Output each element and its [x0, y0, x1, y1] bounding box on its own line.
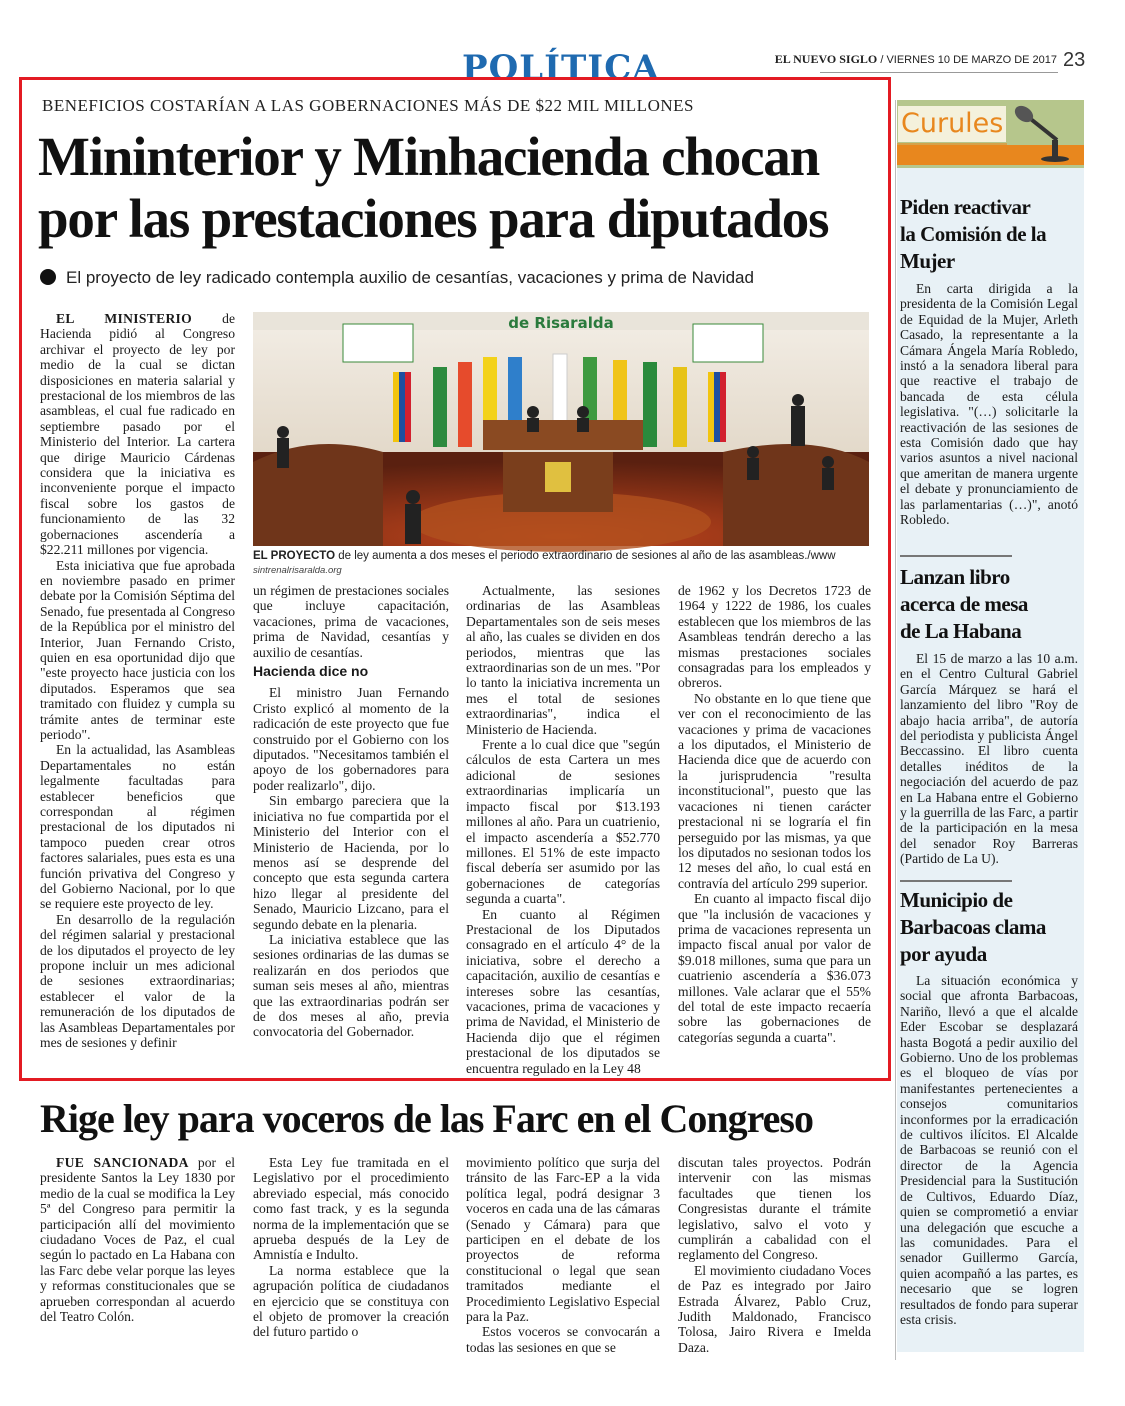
article-column-3 — [466, 583, 660, 1076]
second-column-3 — [466, 1155, 660, 1355]
page-number: 23 — [1063, 49, 1086, 71]
paragraph: un régimen de prestaciones sociales que incluye capacitación, vacaciones, prima de vacaciones, prima de Navidad, cesantías y auxilio de cesantías. — [253, 583, 449, 660]
second-column-4 — [678, 1155, 871, 1355]
paragraph: No obstante en lo que tiene que ver con el reconocimiento de las vacaciones y prima de vacaciones a los diputados, el Ministerio de Hacienda dice que de acuerdo con la jurisprudencia "resulta inconstitucional", puesto que las vacaciones ni tienen carácter prestacional ni se lograría el fin perseguido por las mismas, ya que los diputados no sesionan todos los 12 meses del año, lo cual está en contravía del artículo 299 superior. — [678, 690, 871, 891]
issue-date: / VIERNES 10 DE MARZO DE 2017 — [880, 54, 1057, 66]
paragraph: Frente a lo cual dice que "según cálculos de esta Cartera un mes adicional de sesiones extraordinarias implicaría un impacto fiscal por $13.193 millones al año. Para un cuatrienio, el impacto ascendería a $52.770 millones. El 51% de este impacto fiscal debería ser asumido por las gobernaciones de categorías segunda a cuarta". — [466, 737, 660, 907]
masthead — [775, 52, 1057, 67]
article-subheadline — [40, 268, 754, 288]
photo-caption — [253, 549, 869, 578]
subheadline-text: El proyecto de ley radicado contempla auxilio de cesantías, vacaciones y prima de Navidad — [66, 268, 754, 287]
article-column-4 — [678, 583, 871, 1063]
paragraph — [40, 1155, 235, 1324]
curules-title: Curules — [898, 106, 1006, 142]
newspaper-name: EL NUEVO SIGLO — [774, 52, 878, 66]
paragraph — [40, 311, 235, 558]
paragraph: Actualmente, las sesiones ordinarias de las Asambleas Departamentales son de seis meses al año, las cuales se dividen en dos periodos, mientras que las extraordinarias son de un mes. "Por lo tanto la iniciativa incrementa un mes el total de sesiones extraordinarias", indica el Ministerio de Hacienda. — [466, 583, 660, 737]
article-subhead: Hacienda dice no — [253, 663, 369, 680]
paragraph: discutan tales proyectos. Podrán intervenir con las mismas facultades que tienen los Congresistas durante el trámite legislativo, salvo el voto y cumplirán a cabalidad con el reglamento del Congreso. — [678, 1155, 871, 1263]
sidebar-item-2-body — [900, 651, 1078, 867]
paragraph: El ministro Juan Fernando Cristo explicó al momento de la radicación de este proyecto que fue construido por el Gobierno con los diputados. "Necesitamos también el apoyo de los gobernadores para poder realizarlo", dijo. — [253, 685, 449, 793]
paragraph: En carta dirigida a la presidenta de la Comisión Legal de Equidad de la Mujer, Arleth Casado, la representante a la Cámara Ángela María Robledo, instó a la senadora liberal para que reactive el trabajo de bancada de esta célula legislativa. "(…) solicitarle la reactivación de las sesiones de esta Comisión dado que hay varios asuntos a nivel nacional que ameritan de manera urgente el debate y pronunciamiento de las parlamentarias (…)", anotó Robledo. — [900, 281, 1078, 528]
sidebar-item-1-title: Piden reactivar la Comisión de la Mujer — [900, 195, 1047, 273]
paragraph-text: de Hacienda pidió al Congreso archivar el proyecto de ley por medio de la cual se dictan disposiciones en materia salarial y prestacional de los miembros de las asambleas, el cual fue radicado en septiembre pasado por el Ministerio del Interior. La cartera que dirige Mauricio Cárdenas considera que la iniciativa es inconveniente porque el impacto fiscal sobre los gastos de funcionamiento de las 32 gobernaciones ascendería a $22.211 millones por vigencia. — [40, 311, 235, 558]
banner-text: de Risaralda — [508, 314, 614, 332]
paragraph: Sin embargo pareciera que la iniciativa no fue compartida por el Ministerio del Interior con el Ministerio de Hacienda, por lo menos así se desprende del concepto que esta segunda cartera hizo llegar al presidente del Senado, Mauricio Lizcano, para el segundo debate en la plenaria. — [253, 793, 449, 932]
paragraph: En cuanto al impacto fiscal dijo que "la inclusión de vacaciones y prima de vacaciones representa un impacto fiscal anual por valor de $9.018 millones, suma que para un cuatrienio ascendería a $36.073 millones. Vale aclarar que el 55% del total de este impacto recaería sobre las gobernaciones de categorías segunda a cuarta". — [678, 891, 871, 1045]
paragraph: Estos voceros se convocarán a todas las sesiones en que se — [466, 1324, 660, 1355]
sidebar-rule — [900, 555, 1012, 557]
paragraph: Esta iniciativa que fue aprobada en noviembre pasado en primer debate por la Comisión Séptima del Senado, fue presentada al Congreso de la República por el ministro del Interior, Juan Fernando Cristo, quien en esa oportunidad dijo que "este proyecto hace justicia con los diputados. Esperamos que sea tramitado con fluidez y cumpla su trámite antes de terminar este periodo". — [40, 557, 235, 742]
paragraph: Esta Ley fue tramitada en el Legislativo por el procedimiento abreviado especial, más conocido como fast track, y es la segunda norma de la implementación que se aprueba después de la Ley de Amnistía e Indulto. — [253, 1155, 449, 1263]
paragraph: En la actualidad, las Asambleas Departamentales no están legalmente facultadas para establecer beneficios que correspondan al régimen prestacional de los diputados ni tampoco pueden crear otros factores salariales, pues esta es una función privativa del Congreso y del Gobierno Nacional, por lo que se requiere este proyecto de ley. — [40, 742, 235, 912]
microphone-icon — [1012, 102, 1082, 162]
paragraph: La situación económica y social que afronta Barbacoas, Nariño, llevó a que el alcalde Eder Escobar se desplazará hasta Bogotá a pedir auxilio del Gobierno. Uno de los problemas es el bloqueo de vías por manifestantes pertenecientes a consejos comunitarios inconformes por la erradicación de cultivos ilícitos. El Alcalde de Barbacoas se reunió con el director de la Agencia Presidencial para la Sustitución de Cultivos, Eduardo Díaz, quien se comprometió a enviar una delegación que escuche a las comunidades. Para el senador Guillermo García, quien acompañó a las partes, es necesario que se logren resultados de fondo para superar esta crisis. — [900, 973, 1078, 1327]
section-title: POLÍTICA — [462, 48, 660, 88]
paragraph: En cuanto al Régimen Prestacional de los Diputados consagrado en el artículo 4° de la iniciativa, sobre el derecho a capacitación, auxilio de cesantías e intereses sobre las cesantías, vacaciones, prima de vacaciones y prima de Navidad, el Ministerio de Hacienda dijo que el régimen prestacional de los diputados se encuentra regulado en la Ley 48 — [466, 906, 660, 1076]
header-rule — [820, 72, 1058, 73]
second-article-headline: Rige ley para voceros de las Farc en el Congreso — [40, 1096, 813, 1141]
lead-in: EL MINISTERIO — [56, 311, 193, 326]
article-kicker: BENEFICIOS COSTARÍAN A LAS GOBERNACIONES MÁS DE $22 MIL MILLONES — [42, 96, 694, 115]
article-photo — [253, 312, 869, 546]
assembly-hall-illustration — [253, 312, 869, 546]
sidebar-item-3-body — [900, 973, 1078, 1327]
caption-text: de ley aumenta a dos meses el periodo extraordinario de sesiones al año de las asambleas./www — [335, 550, 836, 562]
sidebar-item-1-body — [900, 281, 1078, 528]
sidebar-divider — [895, 100, 896, 1360]
caption-source: sintrenalrisaralda.org — [253, 565, 342, 576]
paragraph: El movimiento ciudadano Voces de Paz es integrado por Jairo Estrada Álvarez, Pablo Cruz, Judith Maldonado, Francisco Tolosa, Jairo Rivera e Imelda Daza. — [678, 1262, 871, 1355]
paragraph-text: por el presidente Santos la Ley 1830 por medio de la cual se modifica la Ley 5ª del Congreso para permitir la participación allí del movimiento ciudadano Voces de Paz, el cual según lo pactado en La Habana con las Farc debe velar porque las leyes y reformas constitucionales que se aprueben correspondan al acuerdo del Teatro Colón. — [40, 1155, 235, 1325]
bullet-icon — [40, 269, 56, 285]
caption-lead: EL PROYECTO — [253, 550, 336, 562]
paragraph: La iniciativa establece que las sesiones ordinarias de las dumas se realizarán en dos periodos que suman seis meses al año, mientras que las extraordinarias podrán ser de dos meses al año, previa convocatoria del Gobernador. — [253, 931, 449, 1040]
paragraph: movimiento político que surja del tránsito de las Farc-EP a la vida política legal, podrá designar 3 voceros en cada una de las cámaras (Senado y Cámara) para que participen en el debate de los proyectos de reforma constitucional o legal que sean tramitados mediante el Procedimiento Legislativo Especial para la Paz. — [466, 1155, 660, 1325]
second-column-2 — [253, 1155, 449, 1355]
sidebar-item-2-title: Lanzan libro acerca de mesa de La Habana — [900, 565, 1028, 643]
paragraph: La norma establece que la agrupación política de ciudadanos en ejercicio que se constituya con el objeto de promover la creación del futuro partido o — [253, 1262, 449, 1340]
paragraph: El 15 de marzo a las 10 a.m. en el Centro Cultural Gabriel García Márquez se hará el lanzamiento del libro "Roy de abajo hacia arriba", de autoría del periodista y publicista Ángel Beccassino. El libro cuenta detalles inéditos de la negociación del acuerdo de paz en La Habana entre el Gobierno y la guerrilla de las Farc, a partir de la participación en la mesa del senador Roy Barreras (Partido de La U). — [900, 651, 1078, 867]
sidebar-item-3-title: Municipio de Barbacoas clama por ayuda — [900, 888, 1046, 966]
second-column-1 — [40, 1155, 235, 1355]
curules-banner — [897, 100, 1084, 168]
article-headline: Mininterior y Minhacienda chocan por las prestaciones para diputados — [38, 126, 829, 249]
article-column-2 — [253, 583, 449, 1063]
lead-in: FUE SANCIONADA — [56, 1155, 189, 1170]
article-column-1 — [40, 311, 235, 1063]
sidebar-rule — [900, 880, 1012, 882]
paragraph: En desarrollo de la regulación del régimen salarial y prestacional de los diputados el proyecto de ley propone incluir un mes adicional de sesiones extraordinarias; establecer el valor de la remuneración de los diputados de las Asambleas Departamentales por mes de sesiones y definir — [40, 911, 235, 1051]
paragraph: de 1962 y los Decretos 1723 de 1964 y 1222 de 1986, los cuales establecen que los miembros de las Asambleas tendrán derecho a las mismas prestaciones sociales consagradas para los empleados y obreros. — [678, 583, 871, 691]
